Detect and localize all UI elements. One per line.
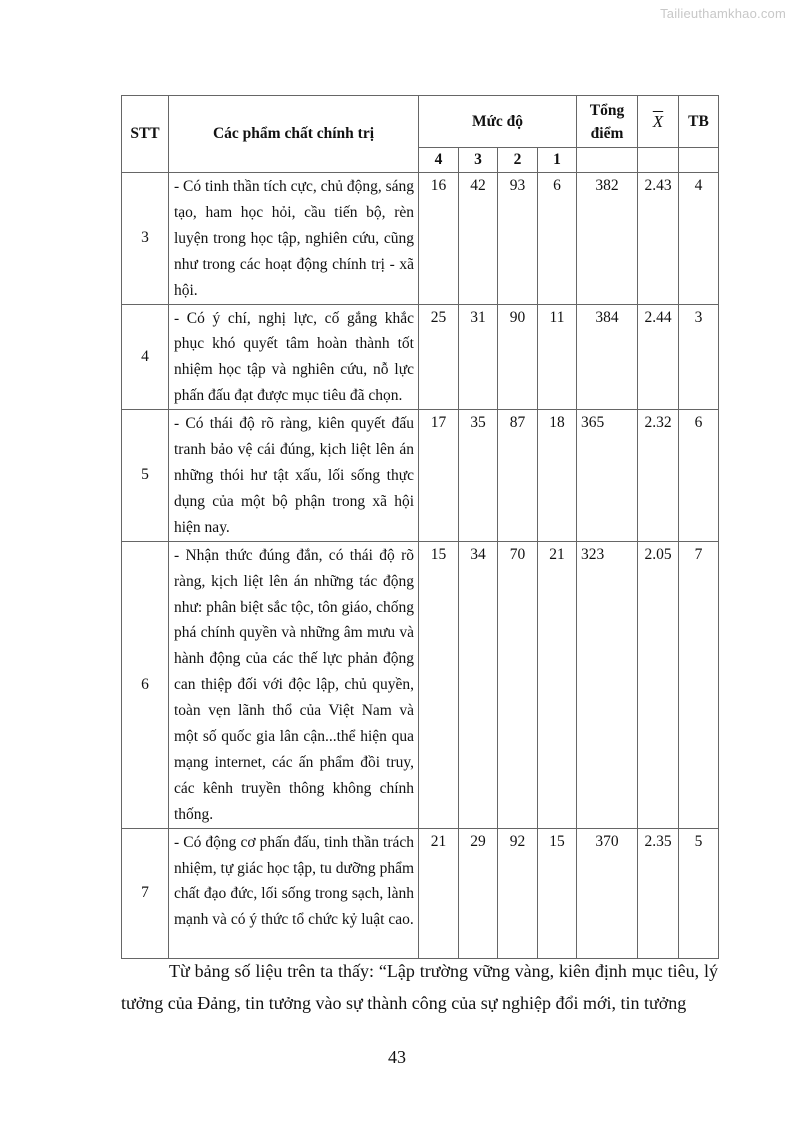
row-level-1: 18 [538, 410, 577, 542]
row-rank: 7 [679, 541, 719, 828]
row-level-4: 21 [419, 828, 459, 958]
table-row [122, 828, 719, 958]
row-rank: 4 [679, 173, 719, 305]
row-stt: 7 [122, 828, 169, 958]
row-level-3: 42 [459, 173, 498, 305]
header-total-line1: Tổng [589, 101, 625, 119]
row-stt: 4 [122, 304, 169, 410]
header-total-line2: điểm [590, 124, 624, 142]
row-level-2: 92 [498, 828, 538, 958]
header-mean-empty [638, 148, 679, 173]
table-row [122, 541, 719, 828]
row-mean: 2.44 [638, 304, 679, 410]
body-paragraph: Từ bảng số liệu trên ta thấy: “Lập trường vững vàng, kiên định mục tiêu, lý tưởng của Đảng, tin tưởng vào sự thành công của sự nghiệp đổi mới, tin tưởng [121, 961, 718, 1013]
row-level-3: 31 [459, 304, 498, 410]
row-total: 384 [577, 304, 638, 410]
watermark: Tailieuthamkhao.com [660, 6, 786, 21]
row-total: 323 [577, 541, 638, 828]
row-content: - Nhận thức đúng đắn, có thái độ rõ ràng, kịch liệt lên án những tác động như: phân biệt sắc tộc, tôn giáo, chống phá chính quyền và những âm mưu và hành động của các thế lực phản động can thiệp đối với độc lập, chủ quyền, toàn vẹn lãnh thổ của Việt Nam và một số quốc gia lân cận...thể hiện qua mạng internet, các ấn phẩm đồi truy, các kênh truyền thông không chính thống. [169, 541, 419, 828]
row-content: - Có tinh thần tích cực, chủ động, sáng tạo, ham học hỏi, cầu tiến bộ, rèn luyện trong học tập, nghiên cứu, cũng như trong các hoạt động chính trị - xã hội. [169, 173, 419, 305]
row-level-1: 11 [538, 304, 577, 410]
row-stt: 5 [122, 410, 169, 542]
row-mean: 2.35 [638, 828, 679, 958]
row-total: 365 [577, 410, 638, 542]
row-level-1: 15 [538, 828, 577, 958]
header-total-empty [577, 148, 638, 173]
header-content: Các phẩm chất chính trị [169, 96, 419, 173]
header-level-4: 4 [419, 148, 459, 173]
row-mean: 2.43 [638, 173, 679, 305]
row-stt: 6 [122, 541, 169, 828]
row-level-2: 93 [498, 173, 538, 305]
row-content: - Có động cơ phấn đấu, tinh thần trách nhiệm, tự giác học tập, tu dưỡng phẩm chất đạo đức, lối sống trong sạch, lành mạnh và có ý thức tổ chức kỷ luật cao. [169, 828, 419, 958]
header-level-3: 3 [459, 148, 498, 173]
row-rank: 3 [679, 304, 719, 410]
header-level-2: 2 [498, 148, 538, 173]
header-level: Mức độ [419, 96, 577, 148]
table-row [122, 410, 719, 542]
table-row [122, 304, 719, 410]
row-rank: 6 [679, 410, 719, 542]
row-content: - Có ý chí, nghị lực, cố gắng khắc phục khó quyết tâm hoàn thành tốt nhiệm học tập và nghiên cứu, nỗ lực phấn đấu đạt được mục tiêu đã chọn. [169, 304, 419, 410]
row-total: 370 [577, 828, 638, 958]
header-row [122, 96, 719, 148]
row-level-3: 29 [459, 828, 498, 958]
table-row [122, 173, 719, 305]
row-level-2: 87 [498, 410, 538, 542]
row-level-3: 35 [459, 410, 498, 542]
header-total [577, 96, 638, 148]
page-number: 43 [388, 1047, 406, 1067]
row-level-1: 6 [538, 173, 577, 305]
row-level-4: 25 [419, 304, 459, 410]
row-stt: 3 [122, 173, 169, 305]
row-level-3: 34 [459, 541, 498, 828]
political-qualities-table [121, 95, 719, 959]
header-mean [638, 96, 679, 148]
row-content: - Có thái độ rõ ràng, kiên quyết đấu tranh bảo vệ cái đúng, kịch liệt lên án những thói hư tật xấu, lối sống thực dụng của một bộ phận trong xã hội hiện nay. [169, 410, 419, 542]
row-total: 382 [577, 173, 638, 305]
header-rank: TB [679, 96, 719, 148]
x-bar-symbol: $\overline{X}$ [652, 111, 664, 131]
row-level-2: 70 [498, 541, 538, 828]
header-level-1: 1 [538, 148, 577, 173]
header-rank-empty [679, 148, 719, 173]
row-level-2: 90 [498, 304, 538, 410]
row-level-4: 15 [419, 541, 459, 828]
row-level-4: 17 [419, 410, 459, 542]
row-rank: 5 [679, 828, 719, 958]
row-mean: 2.05 [638, 541, 679, 828]
header-stt: STT [122, 96, 169, 173]
row-level-4: 16 [419, 173, 459, 305]
row-level-1: 21 [538, 541, 577, 828]
row-mean: 2.32 [638, 410, 679, 542]
